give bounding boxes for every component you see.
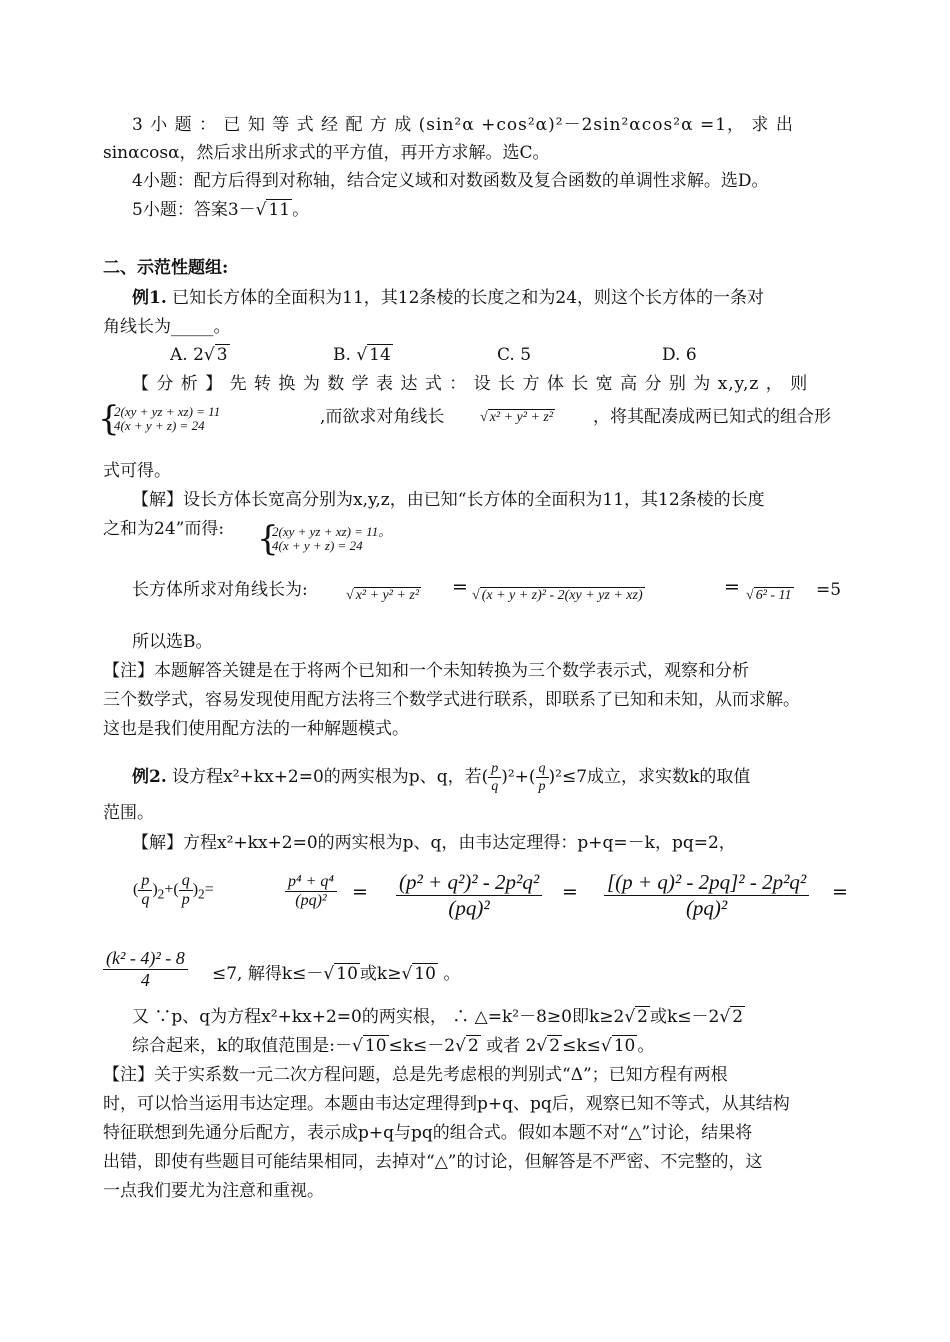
text: 设方程x²+kx+2=0的两实根为p、q，若( — [166, 767, 489, 787]
left-brace: { — [98, 399, 120, 439]
text-line: 范围。 — [103, 803, 154, 823]
left-brace: { — [257, 519, 279, 559]
fraction — [604, 870, 809, 921]
text-line: 【解】设长方体长宽高分别为x,y,z，由已知“长方体的全面积为11，其12条棱的长度 — [132, 490, 765, 510]
sqrt: √ 10 — [352, 1036, 387, 1056]
numerator: [(p + q)² - 2pq]² - 2p²q² — [604, 870, 809, 896]
text: 或k≤－2 — [649, 1007, 720, 1027]
text-line: 式可得。 — [103, 461, 171, 481]
example-label: 例2. — [132, 767, 167, 787]
text: 。 — [378, 524, 392, 539]
equation-system — [272, 525, 391, 553]
text-line — [132, 286, 764, 310]
sqrt-diagonal: √ x² + y² + z² — [480, 410, 554, 425]
denominator: (pq)² — [685, 896, 728, 920]
sqrt: √ 2 — [624, 1007, 648, 1027]
radicand: 10 — [336, 964, 358, 984]
text-line: 一点我们要尤为注意和重视。 — [103, 1181, 324, 1201]
equals: = — [832, 881, 848, 903]
text: ,而欲求对角线长 — [320, 407, 445, 427]
radicand: 3 — [216, 345, 228, 365]
text-line: 3 小 题 ： 已 知 等 式 经 配 方 成 (sin²α +cos²α)²－2sin²αcos²α =1， 求 出 — [132, 115, 794, 135]
text: 。 — [637, 1036, 655, 1056]
sqrt: √ 10 — [401, 964, 436, 984]
equals: = — [352, 881, 368, 903]
equals: = — [562, 881, 578, 903]
text-line: 三个数学式，容易发现使用配方法将三个数学式进行联系，即联系了已知和未知，从而求解。 — [103, 690, 800, 710]
fraction: $\frac{q}{p}$ — [536, 760, 549, 795]
sqrt: √ 14 — [356, 345, 391, 365]
example-label: 例1. — [132, 288, 167, 308]
sqrt: √ x² + y² + z² — [346, 588, 420, 603]
sqrt: √ 3 — [203, 345, 228, 365]
radicand: 2 — [637, 1007, 648, 1027]
numerator: p⁴ + q⁴ — [285, 873, 337, 892]
sqrt: √ 10 — [600, 1036, 636, 1056]
text-line: 角线长为_____。 — [103, 317, 231, 337]
text-line: 4小题：配方后得到对称轴，结合定义域和对数函数及复合函数的单调性求解。选D。 — [132, 171, 769, 191]
radicand: 6² - 11 — [755, 588, 792, 603]
text: ≤k≤ — [562, 1036, 601, 1056]
text-line: 之和为24”而得: — [103, 519, 225, 539]
radicand: 14 — [369, 345, 391, 365]
option-label: B. — [333, 345, 357, 365]
text-line — [132, 1034, 654, 1058]
text: 长方体所求对角线长为: — [132, 580, 308, 600]
equals: = — [452, 576, 468, 598]
text: ，将其配凑成两已知式的组合形 — [593, 407, 831, 427]
equation-system — [114, 405, 220, 433]
text-line — [132, 760, 750, 795]
radicand: 2 — [467, 1036, 479, 1056]
sqrt: √ 6² - 11 — [746, 588, 792, 603]
text-line: 所以选B。 — [132, 632, 213, 652]
text-line — [212, 962, 460, 986]
fraction — [396, 870, 542, 921]
text-line: 【注】本题解答关键是在于将两个已知和一个未知转换为三个数学表示式，观察和分析 — [103, 661, 749, 681]
radicand: x² + y² + z² — [355, 588, 420, 603]
text-line: 【解】方程x²+kx+2=0的两实根为p、q，由韦达定理得：p+q=－k，pq=2， — [132, 833, 736, 853]
equation: 2(xy + yz + xz) = 11 — [272, 524, 379, 539]
text-line: 这也是我们使用配方法的一种解题模式。 — [103, 719, 409, 739]
sqrt: √ 10 — [323, 964, 358, 984]
numerator: (k² - 4)² - 8 — [103, 948, 188, 970]
denominator: (pq)² — [448, 896, 490, 920]
text: 。 — [292, 200, 310, 220]
sqrt: √ 2 — [719, 1007, 744, 1027]
option-c: C. 5 — [497, 345, 532, 365]
option-a — [170, 343, 230, 367]
sqrt: √ 11 — [255, 200, 291, 220]
text-line — [132, 1005, 745, 1029]
option-b — [333, 343, 393, 367]
equation: 4(x + y + z) = 24 — [272, 538, 363, 553]
text: 已知长方体的全面积为11，其12条棱的长度之和为24，则这个长方体的一条对 — [166, 288, 765, 308]
radicand: 2 — [549, 1036, 561, 1056]
fraction — [103, 948, 188, 991]
text: ≤7, 解得k≤－ — [212, 964, 324, 984]
radicand: 10 — [364, 1036, 387, 1056]
fraction — [285, 873, 337, 910]
text-line: sinαcosα，然后求出所求式的平方值，再开方求解。选C。 — [103, 143, 550, 163]
text: 5小题：答案3－ — [132, 200, 256, 220]
text-line: 【注】关于实系数一元二次方程问题，总是先考虑根的判别式“Δ”；已知方程有两根 — [103, 1065, 728, 1085]
fraction: $\frac{p}{q}$ — [488, 760, 501, 795]
numerator: (p² + q²)² - 2p²q² — [396, 870, 542, 896]
text: 或者 2 — [480, 1036, 537, 1056]
sqrt: √ (x + y + z)² - 2(xy + yz + xz) — [472, 588, 643, 603]
text-line: 【 分 析 】 先 转 换 为 数 学 表 达 式 ： 设 长 方 体 长 宽 高 分 别 为 x,y,z ， 则 — [132, 374, 809, 394]
denominator: 4 — [140, 970, 150, 990]
section-heading: 二、示范性题组: — [103, 258, 229, 278]
sqrt: √ 2 — [455, 1036, 479, 1056]
sqrt: √ 2 — [536, 1036, 561, 1056]
text-line — [132, 198, 309, 222]
text: )²≤7成立，求实数k的取值 — [548, 767, 751, 787]
result: =5 — [816, 580, 842, 600]
radicand: 2 — [732, 1007, 744, 1027]
text: )²+( — [501, 767, 536, 787]
equation: 2(xy + yz + xz) = 11 — [114, 404, 221, 419]
equals: = — [724, 576, 740, 598]
text: 又 ∵p、q为方程x²+kx+2=0的两实根， ∴ △=k²－8≥0即k≥2 — [132, 1007, 625, 1027]
text: 或k≥ — [359, 964, 402, 984]
text: ≤k≤－2 — [388, 1036, 456, 1056]
option-d: D. 6 — [662, 345, 697, 365]
radicand: 10 — [414, 964, 436, 984]
denominator: (pq)² — [295, 892, 327, 909]
text: 。 — [437, 964, 461, 984]
text-line: 时，可以恰当运用韦达定理。本题由韦达定理得到p+q、pq后，观察已知不等式，从其结构 — [103, 1094, 790, 1114]
expression: ( $\frac{p}{q}$ )$_2+$( $\frac{q}{p}$ )$_2=$ — [133, 872, 214, 908]
radicand: x² + y² + z² — [489, 410, 554, 425]
radicand: (x + y + z)² - 2(xy + yz + xz) — [481, 588, 643, 603]
radicand: 11 — [268, 200, 291, 220]
option-label: A. 2 — [170, 345, 204, 365]
text-line: 特征联想到先通分后配方，表示成p+q与pq的组合式。假如本题不对“△”讨论，结果将 — [103, 1123, 753, 1143]
equation: 4(x + y + z) = 24 — [114, 418, 205, 433]
radicand: 10 — [613, 1036, 636, 1056]
text-line: 出错，即使有些题目可能结果相同，去掉对“△”的讨论，但解答是不严密、不完整的，这 — [103, 1152, 763, 1172]
text: 综合起来，k的取值范围是:－ — [132, 1036, 353, 1056]
